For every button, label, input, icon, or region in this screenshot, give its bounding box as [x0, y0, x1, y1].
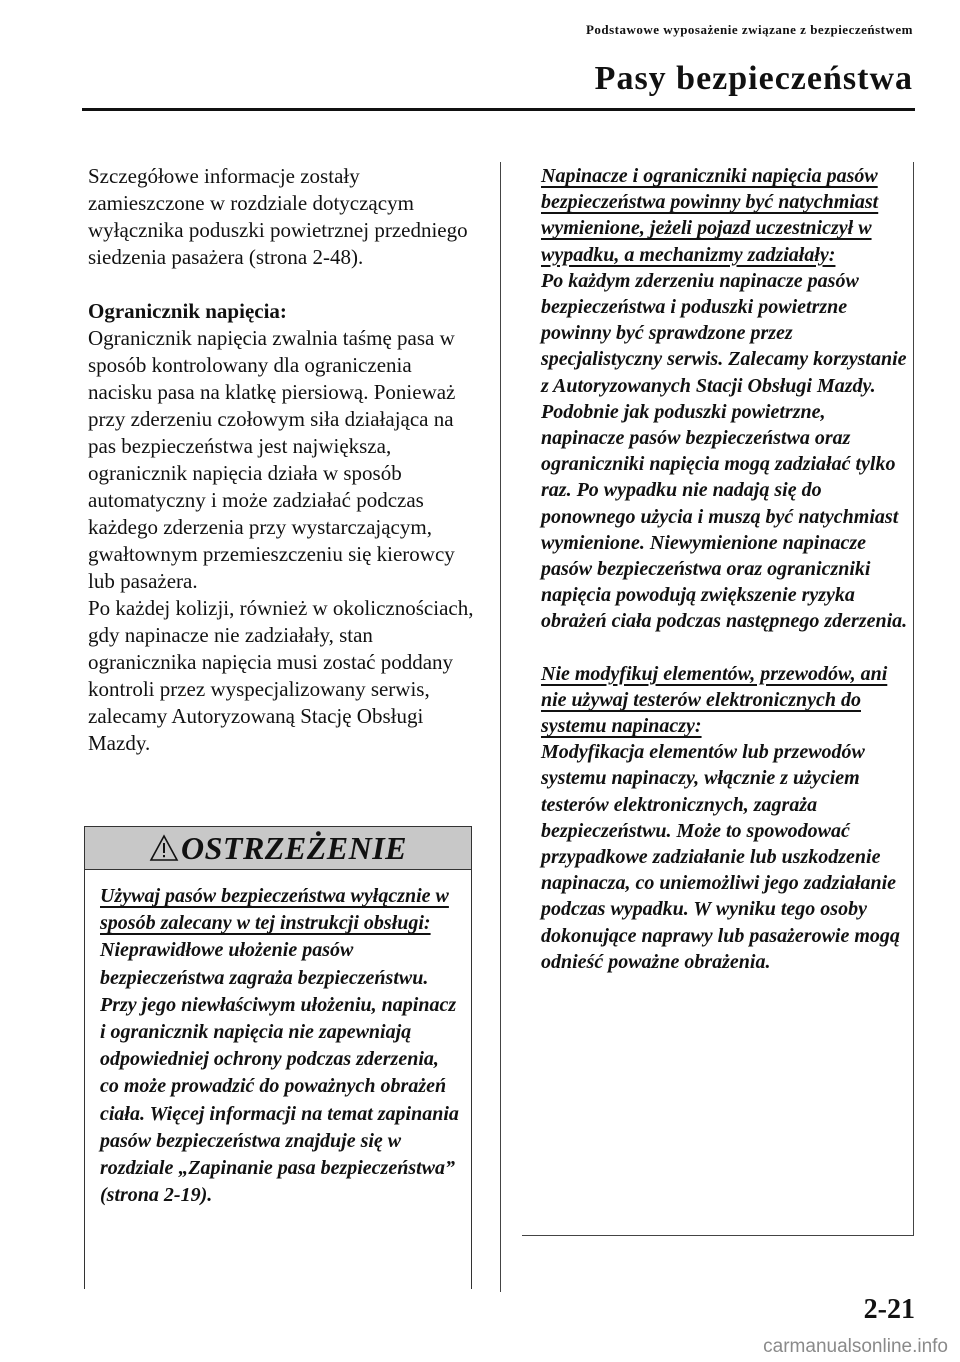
limiter-heading: Ogranicznik napięcia:	[88, 299, 287, 323]
warning-triangle-icon	[149, 834, 179, 862]
warning-heading: Używaj pasów bezpieczeństwa wyłącznie w sposób zalecany w tej instrukcji obsługi:	[100, 885, 449, 935]
right-column	[541, 163, 909, 975]
warning-title: OSTRZEŻENIE	[181, 829, 407, 866]
watermark: carmanualsonline.info	[763, 1336, 948, 1357]
warning-header	[85, 827, 471, 870]
modification-heading: Nie modyfikuj elementów, przewodów, ani nie używaj testerów elektronicznych do systemu napinaczy:	[541, 662, 888, 738]
left-column	[88, 163, 480, 757]
warning-text: Nieprawidłowe ułożenie pasów bezpieczeństwa zagraża bezpieczeństwu. Przy jego niewłaściwym ułożeniu, napinacz i ogranicznik napięcia nie zapewniają odpowiedniej ochrony podczas zderzenia, co może prowadzić do poważnych obrażeń ciała. Więcej informacji na temat zapinania pasów bezpieczeństwa znajduje się w rozdziale „Zapinanie pasa bezpieczeństwa” (strona 2-19).	[100, 939, 459, 1207]
limiter-paragraph: Ogranicznik napięcia zwalnia taśmę pasa w sposób kontrolowany dla ograniczenia nacisku pasa na klatkę piersiową. Ponieważ przy zderzeniu czołowym siła działająca na pas bezpieczeństwa jest największa, ogranicznik napięcia działa w sposób automatyczny i może zadziałać podczas każdego zderzenia przy wystarczającym, gwałtownym przemieszczeniu się kierowcy lub pasażera.	[88, 326, 456, 593]
column-divider	[500, 162, 501, 1292]
section-title: Podstawowe wyposażenie związane z bezpieczeństwem	[585, 22, 913, 37]
replacement-heading: Napinacze i ograniczniki napięcia pasów bezpieczeństwa powinny być natychmiast wymienione, jeżeli pojazd uczestniczył w wypadku, a mechanizmy zadziałały:	[541, 165, 879, 266]
intro-paragraph: Szczegółowe informacje zostały zamieszczone w rozdziale dotyczącym wyłącznika poduszki powietrznej przedniego siedzenia pasażera (strona 2-48).	[88, 164, 468, 269]
page-title: Pasy bezpieczeństwa	[594, 60, 913, 97]
right-column-bottom-border	[522, 1235, 914, 1236]
right-column-border	[913, 162, 914, 1236]
inspection-paragraph: Po każdej kolizji, również w okolicznościach, gdy napinacze nie zadziałały, stan ogranicznika napięcia musi zostać poddany kontroli przez wyspecjalizowany serwis, zalecamy Autoryzowaną Stację Obsługi Mazdy.	[88, 596, 474, 755]
warning-box	[84, 826, 472, 1289]
page-number: 2-21	[863, 1294, 915, 1325]
replacement-paragraph: Po każdym zderzeniu napinacze pasów bezpieczeństwa i poduszki powietrzne powinny być sprawdzone przez specjalistyczny serwis. Zalecamy korzystanie z Autoryzowanych Stacji Obsługi Mazdy. Podobnie jak poduszki powietrzne, napinacze pasów bezpieczeństwa oraz ograniczniki napięcia mogą zadziałać tylko raz. Po wypadku nie nadają się do ponownego użycia i muszą być natychmiast wymienione. Niewymienione napinacze pasów bezpieczeństwa oraz ograniczniki napięcia powodują zwiększenie ryzyka obrażeń ciała podczas następnego zderzenia.	[541, 269, 908, 633]
modification-paragraph: Modyfikacja elementów lub przewodów systemu napinaczy, włącznie z użyciem testerów elektronicznych, zagraża bezpieczeństwu. Może to spowodować przypadkowe zadziałanie lub uszkodzenie napinacza, co uniemożliwi jego zadziałanie podczas wypadku. W wyniku tego osoby dokonujące naprawy lub pasażerowie mogą odnieść poważne obrażenia.	[541, 741, 900, 973]
header-rule	[82, 108, 915, 111]
warning-body	[100, 883, 460, 1209]
